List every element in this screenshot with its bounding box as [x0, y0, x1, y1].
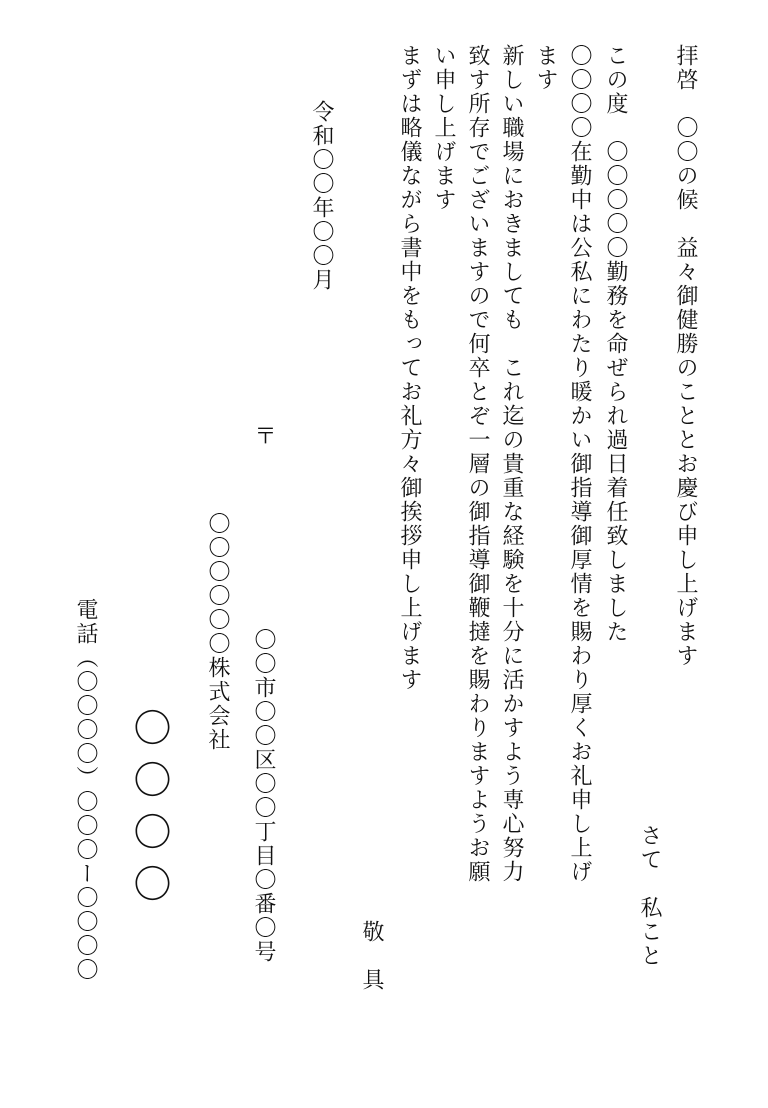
letter-line-guidance: 致す所存でございますので何卒とぞ一層の御指導御鞭撻を賜わりますようお願 [465, 44, 490, 884]
address-street: 〇〇市〇〇区〇〇丁目〇番〇号 [251, 628, 276, 964]
date: 令和〇〇年〇〇月 [309, 100, 334, 292]
closing-keigu: 敬 具 [359, 920, 384, 992]
letter-line-closing-remark: まずは略儀ながら書中をもってお礼方々御挨拶申し上げます [397, 44, 422, 692]
letter-line-request: い申し上げます [431, 44, 456, 212]
phone-number: 電話（〇〇〇〇）〇〇〇ー〇〇〇〇 [73, 598, 98, 982]
letter-greeting: 拝啓 〇〇の候 益々御健勝のこととお慶び申し上げます [673, 44, 698, 668]
sender-name: 〇〇〇〇 [127, 708, 171, 916]
company-name: 〇〇〇〇〇〇株式会社 [205, 512, 230, 752]
postal-mark: 〒 [251, 424, 276, 448]
letter-line-this-time: この度 〇〇〇〇〇勤務を命ぜられ過日着任致しました [603, 44, 628, 644]
letter-line-new-workplace: 新しい職場におきましても これ迄の貴重な経験を十分に活かすよう専心努力 [499, 44, 524, 884]
letter-line-gratitude: 〇〇〇〇在勤中は公私にわたり暖かい御指導御厚情を賜わり厚くお礼申し上げ [567, 44, 592, 884]
letter-line-masu: ます [533, 44, 558, 92]
letter-sate-watashi: さて 私こと [637, 824, 662, 968]
